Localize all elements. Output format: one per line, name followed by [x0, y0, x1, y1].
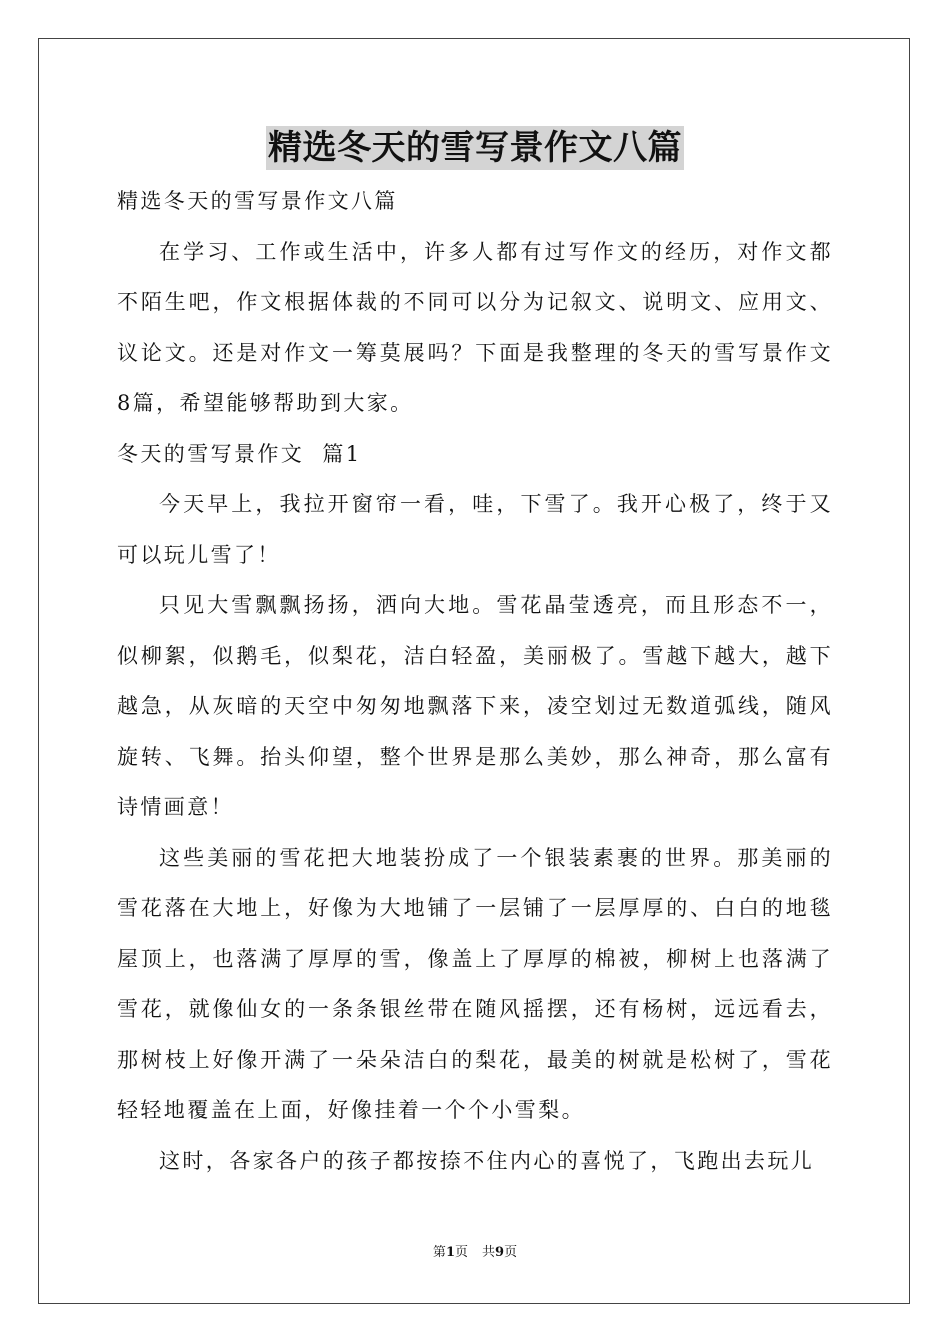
page-unit: 页	[454, 1245, 468, 1260]
document-title: 精选冬天的雪写景作文八篇	[268, 128, 682, 168]
intro-paragraph: 在学习、工作或生活中，许多人都有过写作文的经历，对作文都不陌生吧，作文根据体裁的不同可以分为记叙文、说明文、应用文、议论文。还是对作文一筹莫展吗？下面是我整理的冬天的雪写景作文8篇，希望能够帮助到大家。	[117, 239, 833, 415]
body-paragraph: 这些美丽的雪花把大地装扮成了一个银装素裹的世界。那美丽的雪花落在大地上，好像为大地铺了一层铺了一层厚厚的、白白的地毯屋顶上，也落满了厚厚的雪，像盖上了厚厚的棉被，柳树上也落满了雪花，就像仙女的一条条银丝带在随风摇摆，还有杨树，远远看去，那树枝上好像开满了一朵朵洁白的梨花，最美的树就是松树了，雪花轻轻地覆盖在上面，好像挂着一个个小雪梨。	[117, 845, 833, 1122]
section-heading: 冬天的雪写景作文 篇1	[117, 441, 362, 466]
body-paragraph: 这时，各家各户的孩子都按捺不住内心的喜悦了，飞跑出去玩儿	[159, 1148, 815, 1173]
title-container	[0, 126, 950, 170]
page-footer	[0, 1244, 950, 1262]
current-page-number: 1	[445, 1245, 455, 1260]
body-paragraph: 今天早上，我拉开窗帘一看，哇，下雪了。我开心极了，终于又可以玩儿雪了！	[117, 492, 833, 567]
total-page-number: 9	[495, 1245, 505, 1260]
document-subtitle: 精选冬天的雪写景作文八篇	[117, 189, 398, 213]
total-unit: 页	[504, 1245, 518, 1260]
page-prefix: 第	[432, 1245, 446, 1260]
total-prefix: 共	[482, 1245, 496, 1260]
body-paragraph: 只见大雪飘飘扬扬，洒向大地。雪花晶莹透亮，而且形态不一，似柳絮，似鹅毛，似梨花，洁白轻盈，美丽极了。雪越下越大，越下越急，从灰暗的天空中匆匆地飘落下来，凌空划过无数道弧线，随风旋转、飞舞。抬头仰望，整个世界是那么美妙，那么神奇，那么富有诗情画意！	[117, 593, 833, 819]
document-body	[117, 176, 833, 1186]
